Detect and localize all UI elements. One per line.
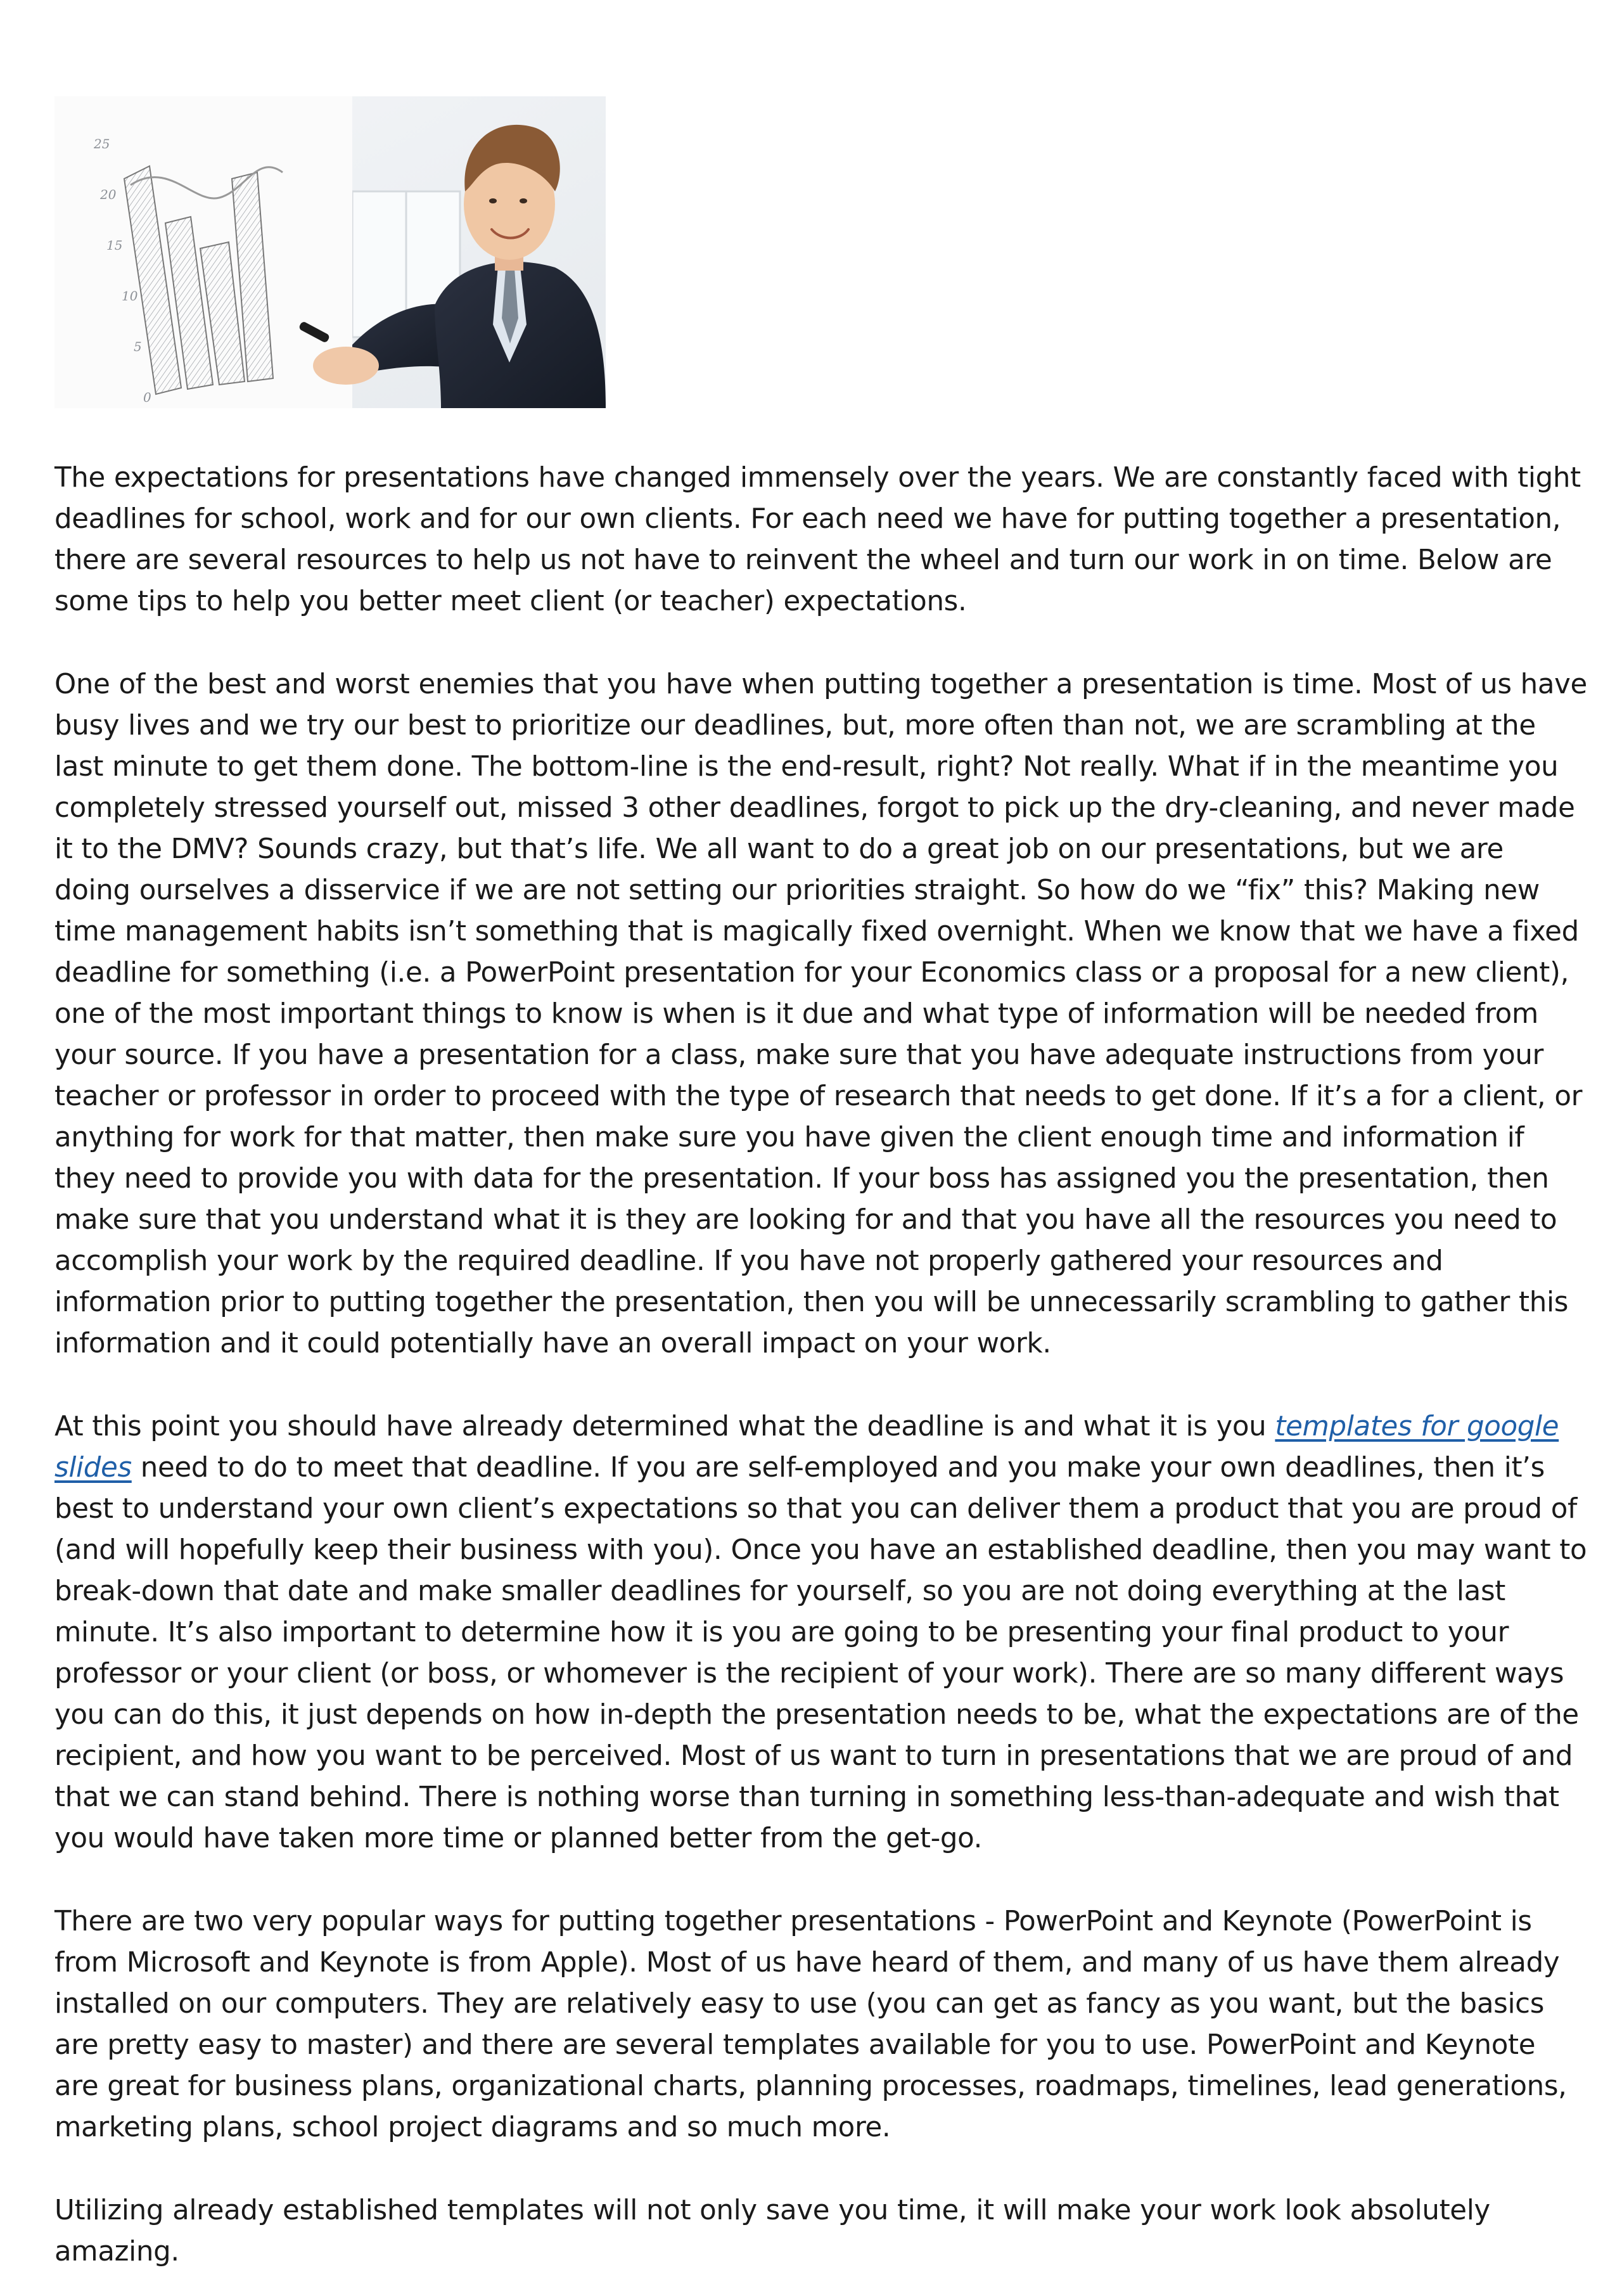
- paragraph-deadline-after-link: need to do to meet that deadline. If you are self-employed and you make your own deadlines, then it’s best to understand your own client’s expectations so that you can deliver them a product that you are proud of (and will hopefully keep their business with you). Once you have an established deadline, then you may want to break-down that date and make smaller deadlines for yourself, so you are not doing everything at the last minute. It’s also important to determine how it is you are going to be presenting your final product to your professor or your client (or boss, or whomever is the recipient of your work). There are so many different ways you can do this, it just depends on how in-depth the presentation needs to be, what the expectations are of the recipient, and how you want to be perceived. Most of us want to turn in presentations that we are proud of and that we can stand behind. There is nothing worse than turning in something less-than-adequate and wish that you would have taken more time or planned better from the get-go.: [54, 1452, 1587, 1854]
- document-page: [54, 96, 1588, 2273]
- tick-15: 15: [106, 238, 123, 253]
- paragraph-intro: The expectations for presentations have changed immensely over the years. We are constantly faced with tight deadlines for school, work and for our own clients. For each need we have for putting together a presentation, there are several resources to help us not have to reinvent the wheel and turn our work in on time. Below are some tips to help you better meet client (or teacher) expectations.: [54, 462, 1581, 617]
- templates-for-google-slides-link[interactable]: templates for google slides: [54, 1411, 1559, 1484]
- tick-10: 10: [122, 288, 138, 304]
- paragraph-templates: Utilizing already established templates will not only save you time, it will make your work look absolutely amazing.: [54, 2195, 1490, 2267]
- paragraph-deadline: [54, 1406, 1588, 1859]
- tick-25: 25: [94, 136, 110, 151]
- paragraph-powerpoint-keynote: There are two very popular ways for putting together presentations - PowerPoint and Keynote (PowerPoint is from Microsoft and Keynote is from Apple). Most of us have heard of them, and many of us have them already installed on our computers. They are relatively easy to use (you can get as fancy as you want, but the basics are pretty easy to master) and there are several templates available for you to use. PowerPoint and Keynote are great for business plans, organizational charts, planning processes, roadmaps, timelines, lead generations, marketing plans, school project diagrams and so much more.: [54, 1906, 1567, 2143]
- businessman-whiteboard-photo: [54, 96, 606, 408]
- paragraph-deadline-before-link: At this point you should have already determined what the deadline is and what it is you: [54, 1411, 1275, 1442]
- tick-0: 0: [143, 390, 151, 405]
- tick-5: 5: [134, 339, 142, 354]
- paragraph-time-management: One of the best and worst enemies that you have when putting together a presentation is time. Most of us have busy lives and we try our best to prioritize our deadlines, but, more often than not, we are scrambling at the last minute to get them done. The bottom-line is the end-result, right? Not really. What if in the meantime you completely stressed yourself out, missed 3 other deadlines, forgot to pick up the dry-cleaning, and never made it to the DMV? Sounds crazy, but that’s life. We all want to do a great job on our presentations, but we are doing ourselves a disservice if we are not setting our priorities straight. So how do we “fix” this? Making new time management habits isn’t something that is magically fixed overnight. When we know that we have a fixed deadline for something (i.e. a PowerPoint presentation for your Economics class or a proposal for a new client), one of the most important things to know is when is it due and what type of information will be needed from your source. If you have a presentation for a class, make sure that you have adequate instructions from your teacher or professor in order to proceed with the type of research that needs to get done. If it’s a for a client, or anything for work for that matter, then make sure you have given the client enough time and information if they need to provide you with data for the presentation. If your boss has assigned you the presentation, then make sure that you understand what it is they are looking for and that you have all the resources you need to accomplish your work by the required deadline. If you have not properly gathered your resources and information prior to putting together the presentation, then you will be unnecessarily scrambling to gather this information and it could potentially have an overall impact on your work.: [54, 669, 1587, 1359]
- tick-20: 20: [100, 187, 117, 202]
